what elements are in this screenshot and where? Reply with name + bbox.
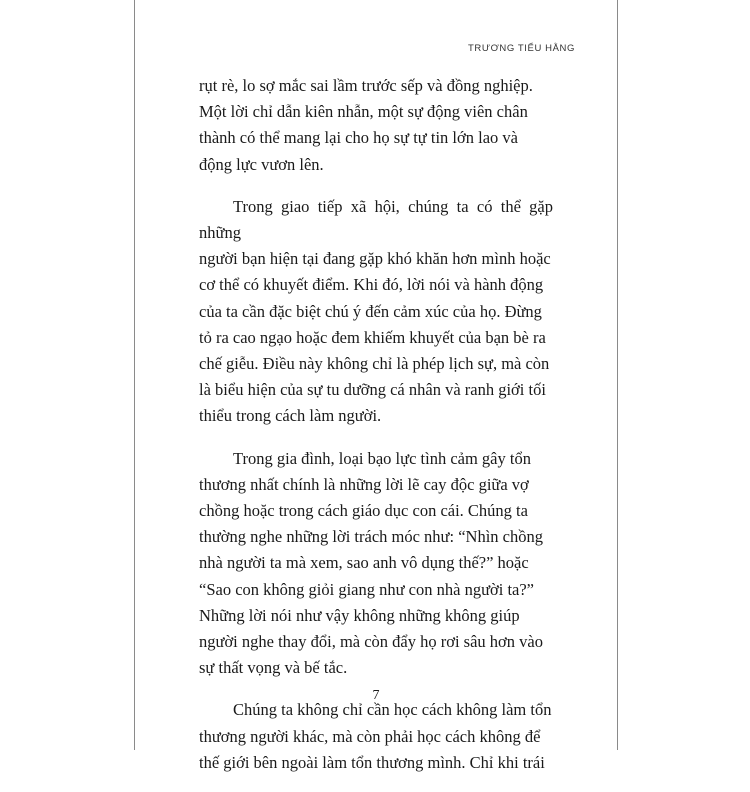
paragraph-family: Trong gia đình, loại bạo lực tình cảm gây tổn thương nhất chính là những lời lẽ cay độc giữa vợ chồng hoặc trong cách giáo dục con cái. Chúng ta thường nghe những lời trách móc như: “Nhìn chồng nhà người ta mà xem, sao anh vô dụng thế?” hoặc “Sao con không giỏi giang như con nhà người ta?” Những lời nói như vậy không những không giúp người nghe thay đổi, mà còn đẩy họ rơi sâu hơn vào sự thất vọng và bế tắc. [199, 448, 543, 678]
paragraph-closing: Chúng ta không chỉ cần học cách không làm tổn thương người khác, mà còn phải học cách không để thế giới bên ngoài làm tổn thương mình. Chỉ khi trái [199, 700, 552, 772]
paragraph-continued: rụt rè, lo sợ mắc sai lầm trước sếp và đồng nghiệp. Một lời chỉ dẫn kiên nhẫn, một sự động viên chân thành có thể mang lại cho họ sự tự tin lớn lao và động lực vươn lên. [199, 76, 533, 174]
paragraph-social: Trong giao tiếp xã hội, chúng ta có thể gặp những người bạn hiện tại đang gặp khó khăn hơn mình hoặc cơ thể có khuyết điểm. Khi đó, lời nói và hành động của ta cần đặc biệt chú ý đến cảm xúc của họ. Đừng tỏ ra cao ngạo hoặc đem khiếm khuyết của bạn bè ra chế giễu. Điều này không chỉ là phép lịch sự, mà còn là biểu hiện của sự tu dưỡng cá nhân và ranh giới tối thiểu trong cách làm người. [199, 196, 553, 426]
body-text [199, 73, 553, 792]
running-header: TRƯƠNG TIỂU HẰNG [468, 43, 575, 54]
page-number: 7 [372, 688, 380, 703]
book-page [134, 0, 618, 772]
